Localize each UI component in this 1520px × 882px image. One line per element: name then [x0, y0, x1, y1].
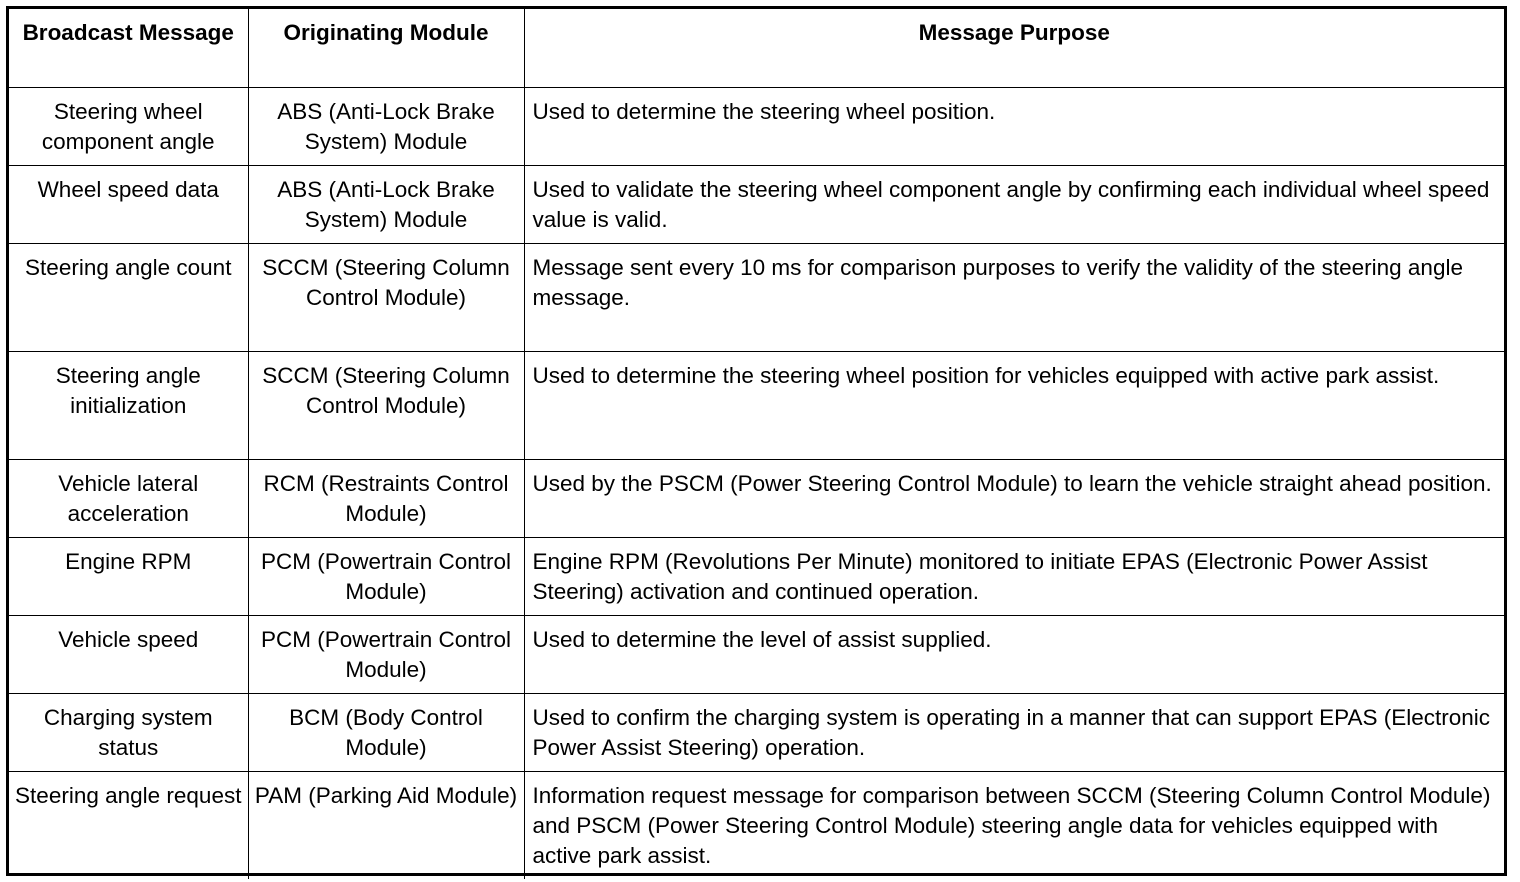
cell-originating-module: SCCM (Steering Column Control Module): [248, 243, 524, 351]
table-header-row: [9, 9, 1504, 87]
table-row: [9, 243, 1504, 351]
table-row: [9, 165, 1504, 243]
cell-message-purpose: Engine RPM (Revolutions Per Minute) monitored to initiate EPAS (Electronic Power Assist Steering) activation and continued operation.: [524, 537, 1504, 615]
cell-message-purpose: Used to confirm the charging system is operating in a manner that can support EPAS (Electronic Power Assist Steering) operation.: [524, 693, 1504, 771]
table-row: [9, 459, 1504, 537]
cell-originating-module: RCM (Restraints Control Module): [248, 459, 524, 537]
cell-message-purpose: Used by the PSCM (Power Steering Control Module) to learn the vehicle straight ahead position.: [524, 459, 1504, 537]
cell-broadcast-message: Steering angle initialization: [9, 351, 248, 459]
cell-message-purpose: Information request message for comparison between SCCM (Steering Column Control Module) and PSCM (Power Steering Control Module) steering angle data for vehicles equipped with active park assist.: [524, 771, 1504, 879]
header-broadcast-message: Broadcast Message: [9, 9, 248, 87]
cell-broadcast-message: Steering angle count: [9, 243, 248, 351]
cell-message-purpose: Used to determine the steering wheel position.: [524, 87, 1504, 165]
table-row: [9, 87, 1504, 165]
message-table: [9, 9, 1504, 879]
cell-broadcast-message: Wheel speed data: [9, 165, 248, 243]
cell-message-purpose: Used to determine the level of assist supplied.: [524, 615, 1504, 693]
cell-broadcast-message: Steering angle request: [9, 771, 248, 879]
broadcast-message-table: [6, 6, 1507, 876]
cell-originating-module: PCM (Powertrain Control Module): [248, 537, 524, 615]
table-row: [9, 351, 1504, 459]
header-originating-module: Originating Module: [248, 9, 524, 87]
cell-originating-module: PAM (Parking Aid Module): [248, 771, 524, 879]
table-row: [9, 771, 1504, 879]
header-message-purpose: Message Purpose: [524, 9, 1504, 87]
table-row: [9, 693, 1504, 771]
cell-originating-module: ABS (Anti-Lock Brake System) Module: [248, 87, 524, 165]
cell-message-purpose: Used to determine the steering wheel position for vehicles equipped with active park assist.: [524, 351, 1504, 459]
cell-originating-module: PCM (Powertrain Control Module): [248, 615, 524, 693]
cell-broadcast-message: Charging system status: [9, 693, 248, 771]
table-row: [9, 537, 1504, 615]
cell-originating-module: SCCM (Steering Column Control Module): [248, 351, 524, 459]
cell-message-purpose: Message sent every 10 ms for comparison purposes to verify the validity of the steering angle message.: [524, 243, 1504, 351]
cell-broadcast-message: Vehicle lateral acceleration: [9, 459, 248, 537]
cell-broadcast-message: Vehicle speed: [9, 615, 248, 693]
cell-originating-module: ABS (Anti-Lock Brake System) Module: [248, 165, 524, 243]
cell-originating-module: BCM (Body Control Module): [248, 693, 524, 771]
cell-broadcast-message: Engine RPM: [9, 537, 248, 615]
cell-message-purpose: Used to validate the steering wheel component angle by confirming each individual wheel speed value is valid.: [524, 165, 1504, 243]
table-row: [9, 615, 1504, 693]
cell-broadcast-message: Steering wheel component angle: [9, 87, 248, 165]
